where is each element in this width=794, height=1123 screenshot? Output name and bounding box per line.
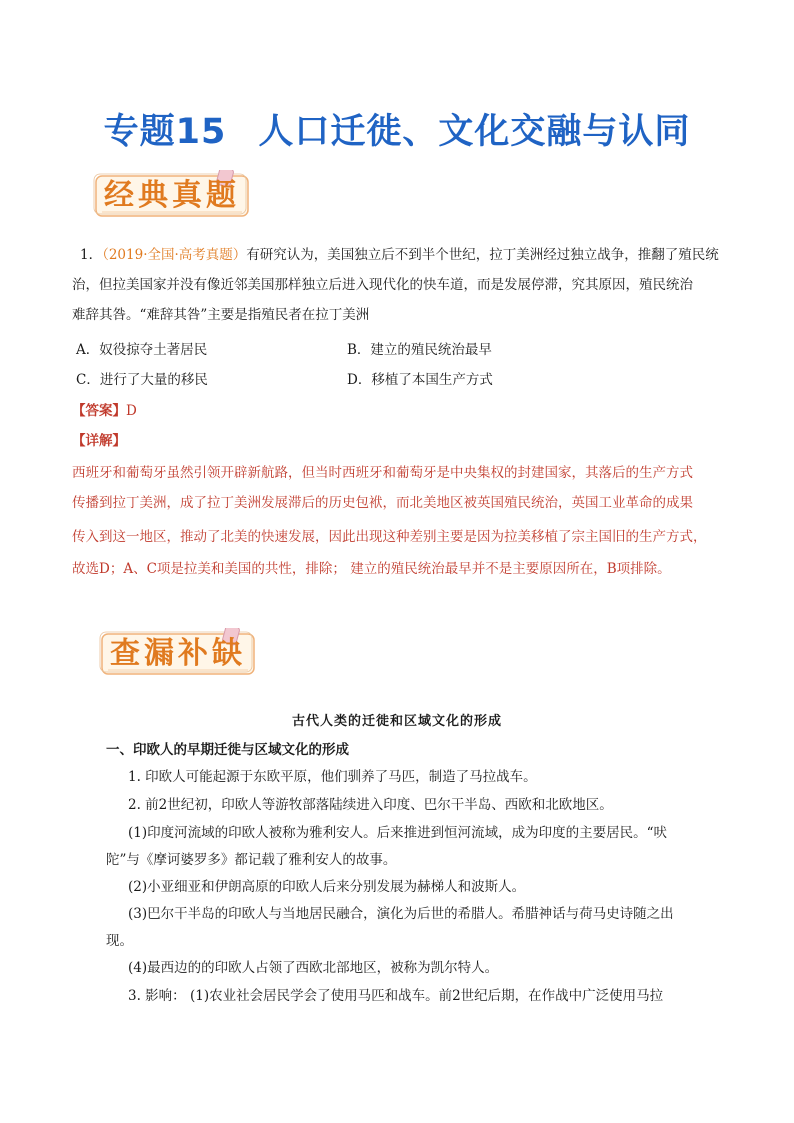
content-line: (4)最西边的的印欧人占领了西欧北部地区，被称为凯尔特人。 — [128, 960, 499, 976]
option-b: B．建立的殖民统治最早 — [347, 342, 492, 358]
title-main: 人口迁徙、文化交融与认同 — [258, 112, 691, 152]
option-d: D．移植了本国生产方式 — [347, 372, 493, 388]
option-a: A．奴役掠夺土著居民 — [76, 342, 208, 358]
detail-label: 【详解】 — [72, 433, 126, 449]
banner-title: 经典真题 — [104, 178, 240, 213]
content-line: (2)小亚细亚和伊朗高原的印欧人后来分别发展为赫梯人和波斯人。 — [128, 879, 526, 895]
classic-questions-banner — [92, 170, 262, 220]
detail-line: 故选D；A、C项是拉美和美国的共性，排除； 建立的殖民统治最早并不是主要原因所在，B项排除。 — [72, 561, 671, 577]
answer-line — [72, 398, 137, 424]
question-source: （2019·全国·高考真题） — [102, 247, 247, 263]
content-line: 2. 前2世纪初，印欧人等游牧部落陆续进入印度、巴尔干半岛、西欧和北欧地区。 — [128, 797, 613, 813]
banner-title: 查漏补缺 — [110, 636, 246, 671]
question-stem-line: 难辞其咎。“难辞其咎”主要是指殖民者在拉丁美洲 — [72, 307, 370, 323]
section-title: 古代人类的迁徙和区域文化的形成 — [291, 714, 502, 729]
content-line: (1)印度河流域的印欧人被称为雅利安人。后来推进到恒河流域，成为印度的主要居民。“吠 — [128, 825, 668, 841]
content-line: 陀”与《摩诃婆罗多》都记载了雅利安人的故事。 — [106, 852, 397, 868]
page-title — [0, 104, 794, 154]
option-c: C．进行了大量的移民 — [76, 372, 208, 388]
detail-line: 传入到这一地区，推动了北美的快速发展，因此出现这种差别主要是因为拉美移植了宗主国旧的生产方式， — [72, 529, 707, 545]
detail-line: 传播到拉丁美洲，成了拉丁美洲发展滞后的历史包袱，而北美地区被英国殖民统治，英国工业革命的成果 — [72, 495, 693, 511]
question-stem-line: 治，但拉美国家并没有像近邻美国那样独立后进入现代化的快车道，而是发展停滞，究其原因，殖民统治 — [72, 277, 693, 293]
answer-label: 【答案】 — [72, 403, 126, 419]
review-banner — [98, 628, 268, 678]
content-line: (3)巴尔干半岛的印欧人与当地居民融合，演化为后世的希腊人。希腊神话与荷马史诗随之出 — [128, 906, 674, 922]
title-prefix: 专题15 — [103, 112, 227, 152]
content-line: 1. 印欧人可能起源于东欧平原，他们驯养了马匹，制造了马拉战车。 — [128, 769, 537, 785]
question-stem-line: 1．（2019·全国·高考真题）有研究认为，美国独立后不到半个世纪，拉丁美洲经过独立战争，推翻了殖民统 — [80, 247, 719, 263]
answer-value: D — [126, 403, 137, 419]
detail-line: 西班牙和葡萄牙虽然引领开辟新航路，但当时西班牙和葡萄牙是中央集权的封建国家，其落后的生产方式 — [72, 465, 693, 481]
content-line: 现。 — [106, 933, 133, 949]
section-heading: 一、印欧人的早期迁徙与区域文化的形成 — [106, 742, 349, 758]
content-line: 3. 影响： (1)农业社会居民学会了使用马匹和战车。前2世纪后期，在作战中广泛使用马拉 — [128, 988, 664, 1004]
